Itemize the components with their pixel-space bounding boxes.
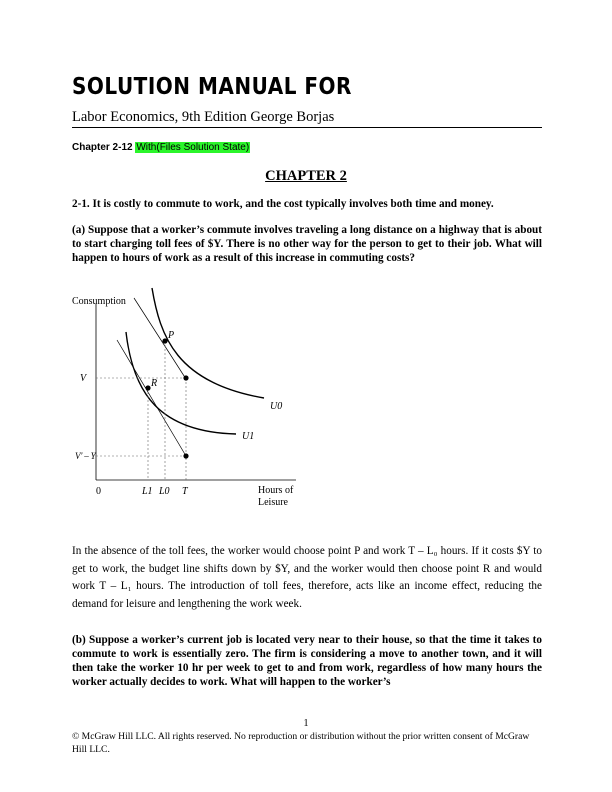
point-p-marker bbox=[162, 338, 167, 343]
point-r-label: R bbox=[151, 378, 158, 389]
chapters-label: Chapter 2-12 bbox=[72, 142, 133, 153]
shifted-endowment-marker bbox=[183, 453, 188, 458]
document-title: SOLUTION MANUAL FOR bbox=[72, 72, 352, 100]
budget-line-original bbox=[134, 298, 186, 379]
v-label: V bbox=[80, 373, 87, 384]
page-number: 1 bbox=[303, 718, 309, 729]
indifference-curve-u0 bbox=[152, 288, 264, 398]
u1-label: U1 bbox=[242, 431, 255, 442]
chapter-heading: CHAPTER 2 bbox=[265, 168, 347, 184]
y-axis-label: Consumption bbox=[72, 296, 126, 307]
question-a: (a) Suppose that a worker’s commute involves traveling a long distance on a highway that is about to start charging toll fees of $Y. There is no other way for the person to get to their job. What will happen to hours of work as a result of this increase in commuting costs? bbox=[72, 224, 542, 264]
question-b: (b) Suppose a worker’s current job is located very near to their house, so that the time it takes to commute to work is essentially zero. The firm is considering a move to another town, and it will then take the worker 10 hr per week to get to and from work, regardless of how many hours the worker actually decides to work. What will happen to the worker’s bbox=[72, 634, 542, 688]
question-2-1: 2-1. It is costly to commute to work, and the cost typically involves both time and money. bbox=[72, 198, 494, 210]
t-label: T bbox=[182, 486, 188, 497]
budget-line-after-toll bbox=[117, 340, 186, 456]
chapters-highlight: With(Files Solution State) bbox=[136, 142, 250, 153]
l0-label: L0 bbox=[159, 486, 170, 497]
point-p-label: P bbox=[168, 330, 175, 341]
endowment-point-marker bbox=[183, 375, 188, 380]
answer-a: In the absence of the toll fees, the worker would choose point P and work T – L₀ hours. If it costs $Y to get to work, the budget line shifts down by $Y, and the worker would then choose point R and would work T – L₁ hours. The introduction of toll fees, therefore, acts like an income effect, reducing the demand for leisure and lengthening the work week. bbox=[72, 545, 542, 610]
x-axis-label-line2: Leisure bbox=[258, 497, 288, 508]
u0-label: U0 bbox=[270, 401, 283, 412]
v-minus-y-label: V′ – Y bbox=[75, 451, 96, 461]
point-r-marker bbox=[145, 385, 150, 390]
book-subtitle: Labor Economics, 9th Edition George Borjas bbox=[72, 109, 335, 125]
l1-label: L1 bbox=[142, 486, 153, 497]
copyright-footer: © McGraw Hill LLC. All rights reserved. No reproduction or distribution without the prior written consent of McGraw Hill LLC. bbox=[72, 731, 530, 755]
x-axis-label-line1: Hours of bbox=[258, 485, 294, 496]
origin-label: 0 bbox=[96, 486, 101, 497]
